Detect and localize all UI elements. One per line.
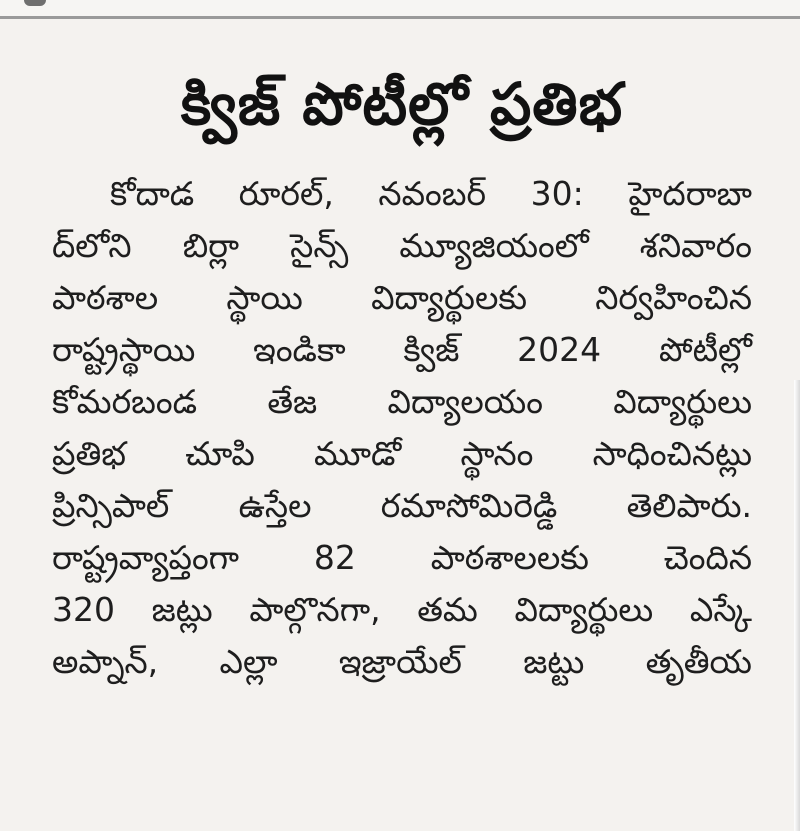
- article-body-line: కోదాడ రూరల్, నవంబర్ 30: హైదరాబా: [110, 174, 752, 213]
- article-body-line: ప్రిన్సిపాల్ ఉస్తేల రమాసోమిరెడ్డి తెలిపారు.: [52, 486, 752, 525]
- clipping-corner-mark: [24, 0, 46, 6]
- news-article: [52, 62, 752, 688]
- article-headline: క్విజ్ పోటీల్లో ప్రతిభ: [180, 70, 624, 138]
- article-body-line: అప్నాన్, ఎల్లా ఇజ్రాయేల్ జట్టు తృతీయ: [52, 642, 752, 681]
- article-body: [52, 168, 752, 688]
- article-body-line: కోమరబండ తేజ విద్యాలయం విద్యార్థులు: [52, 382, 752, 421]
- article-body-line: పాఠశాల స్థాయి విద్యార్థులకు నిర్వహించిన: [52, 278, 752, 317]
- page-top-border: [0, 0, 800, 19]
- article-body-line: రాష్ట్రస్థాయి ఇండికా క్విజ్ 2024 పోటీల్లో: [52, 330, 752, 369]
- article-body-line: ద్‌లోని బిర్లా సైన్స్ మ్యూజియంలో శనివారం: [52, 226, 752, 265]
- article-body-line: ప్రతిభ చూపి మూడో స్థానం సాధించినట్లు: [52, 434, 752, 473]
- article-body-line: 320 జట్లు పాల్గొనగా, తమ విద్యార్థులు ఎస్కే: [52, 590, 752, 629]
- article-body-line: రాష్ట్రవ్యాప్తంగా 82 పాఠశాలలకు చెందిన: [52, 538, 752, 577]
- adjacent-column-edge: [794, 380, 800, 831]
